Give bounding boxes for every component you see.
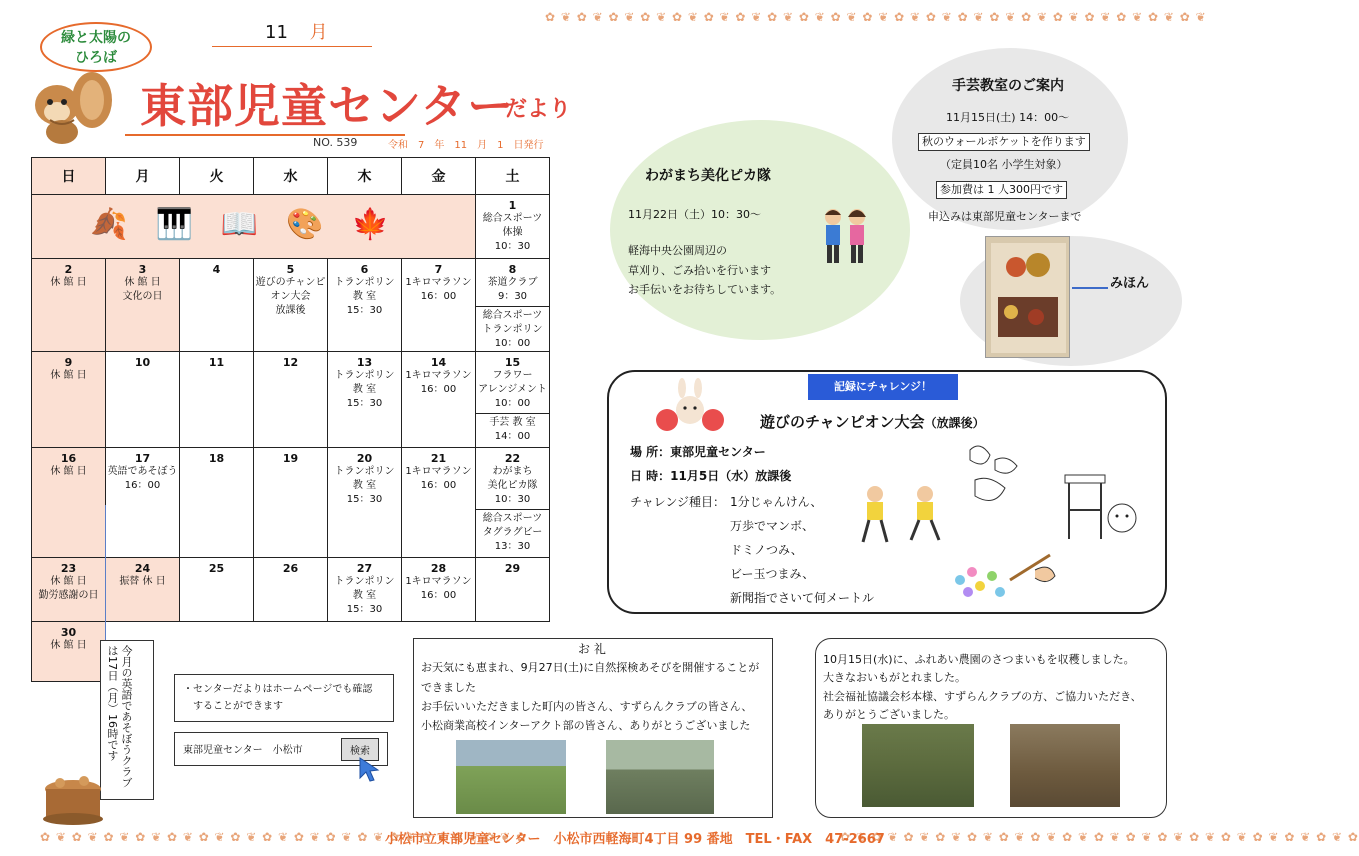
calendar-day-number: 8 [508, 263, 517, 276]
shugei-fee: 参加費は 1 人300円です [936, 181, 1067, 199]
calendar-event-text: 10：30 [494, 241, 531, 252]
weekday-sun: 日 [32, 158, 106, 195]
calendar-event-text: 教 室 [352, 384, 377, 395]
calendar-event-text: 15：30 [346, 305, 383, 316]
calendar-event-text: 教 室 [352, 590, 377, 601]
calendar-event-text: 放課後 [275, 305, 306, 316]
calendar-event-text: 総合スポーツ [482, 513, 543, 524]
weekday-wed: 水 [254, 158, 328, 195]
homepage-note-box [174, 674, 394, 722]
weekday-sat: 土 [476, 158, 550, 195]
calendar-day-cell [328, 448, 402, 558]
calendar-event-text: 1キロマラソン [405, 576, 472, 587]
sample-photo [985, 236, 1070, 358]
issue-date: 令和 7 年 11 月 1 日発行 [388, 140, 544, 151]
stump-icon [38, 775, 108, 825]
champion-title-text: 遊びのチャンピオン大会 [760, 413, 925, 431]
calendar-day-number: 10 [134, 356, 151, 369]
calendar-day-cell [106, 352, 180, 448]
calendar-event-text: トランポリン [334, 370, 395, 381]
harvest-line4: ありがとうございました。 [823, 708, 955, 721]
calendar-day-cell [32, 622, 106, 682]
calendar-event-text: 休 館 日 [50, 466, 87, 477]
calendar-day-number: 13 [356, 356, 373, 369]
english-note-text: 今月の英語であそぼうクラブは17日（月）16時です [106, 645, 133, 788]
calendar-day-cell [106, 558, 180, 622]
calendar-event-text: 英語であそぼう [107, 466, 178, 477]
english-note-arrow [105, 505, 106, 640]
header-rule [212, 46, 372, 47]
bika-date: 11月22日（土）10：30〜 [628, 208, 761, 221]
calendar-event-text: トランポリン [482, 324, 543, 335]
calendar-day-cell [254, 558, 328, 622]
calendar-sub-event [476, 509, 549, 554]
calendar-event-text: 10：00 [494, 338, 531, 349]
calendar-sub-event [476, 306, 549, 351]
calendar-event-text: トランポリン [334, 277, 395, 288]
calendar-event-text: フラワー [492, 370, 533, 381]
calendar-day-number: 25 [208, 562, 225, 575]
calendar-day-cell [402, 558, 476, 622]
calendar-day-number: 5 [286, 263, 295, 276]
champion-title [760, 414, 985, 431]
champion-event-1: 1分じゃんけん、 [730, 495, 823, 509]
champion-event-3: ドミノつみ、 [730, 543, 803, 557]
calendar-week-row [32, 195, 550, 259]
title-underline [125, 134, 405, 136]
calendar-day-number: 19 [282, 452, 299, 465]
calendar-event-text: 休 館 日 [50, 370, 87, 381]
badge-line1: 緑と太陽の [61, 30, 131, 46]
calendar-event-text: 15：30 [346, 398, 383, 409]
sample-label: みほん [1110, 276, 1150, 291]
calendar-day-number: 16 [60, 452, 77, 465]
harvest-line3: 社会福祉協議会杉本様、すずらんクラブの方、ご協力いただき、 [823, 690, 1142, 703]
calendar-day-number: 18 [208, 452, 225, 465]
champion-event-2: 万歩でマンボ、 [730, 519, 815, 533]
calendar-day-cell [180, 558, 254, 622]
issue-number: NO. 539 [313, 136, 358, 149]
calendar-day-number: 15 [504, 356, 521, 369]
harvest-line1: 10月15日(水)に、ふれあい農園のさつまいもを収穫しました。 [823, 653, 1135, 666]
bika-line3: お手伝いをお待ちしています。 [628, 283, 782, 296]
calendar-day-number: 7 [434, 263, 443, 276]
rabbit-icon [655, 378, 725, 438]
search-box [174, 732, 388, 766]
calendar-day-cell [402, 448, 476, 558]
page-title: 東部児童センター [140, 79, 515, 133]
calendar-day-number: 1 [508, 199, 517, 212]
calendar-event-text: 1キロマラソン [405, 466, 472, 477]
calendar-day-cell [328, 558, 402, 622]
calendar-event-text: トランポリン [334, 466, 395, 477]
calendar-event-text: 13：30 [494, 541, 531, 552]
squirrel-icon [22, 70, 112, 145]
calendar-event-text: 休 館 日 [50, 576, 87, 587]
calendar-day-number: 21 [430, 452, 447, 465]
calendar-event-text: 16：00 [420, 590, 457, 601]
badge-oval [40, 22, 152, 72]
shugei-make: 秋のウォールポケットを作ります [918, 133, 1090, 151]
calendar-day-number: 22 [504, 452, 521, 465]
calendar-event-text: 休 館 日 [50, 277, 87, 288]
calendar-day-number: 3 [138, 263, 147, 276]
calendar-week-row [32, 259, 550, 352]
calendar-day-cell [106, 448, 180, 558]
kids-jumping-icon [855, 482, 950, 557]
calendar-event-text: わがまち [492, 466, 533, 477]
calendar-event-text: 休 館 日 [124, 277, 161, 288]
weekday-mon: 月 [106, 158, 180, 195]
hands-icon [965, 440, 1025, 515]
bottom-leaf-border-right: ✿ ❦ ✿ ❦ ✿ ❦ ✿ ❦ ✿ ❦ ✿ ❦ ✿ ❦ ✿ ❦ ✿ ❦ ✿ ❦ ✿ ❦ ✿ ❦ ✿ ❦ ✿ ❦ ✿ ❦ ✿ ❦ ✿ [840, 830, 1359, 844]
english-note-box [100, 640, 154, 800]
champion-event-5: 新聞指でさいて何メートル [730, 591, 875, 605]
month-suffix: 月 [309, 22, 328, 43]
calendar-day-number: 2 [64, 263, 73, 276]
thanks-line2: できました [421, 681, 476, 694]
champion-event-4: ビー玉つまみ、 [730, 567, 815, 581]
calendar-event-text: 休 館 日 [50, 640, 87, 651]
calendar-event-text: 15：30 [346, 604, 383, 615]
calendar-event-text: 体操 [502, 227, 523, 238]
thanks-photo-2 [606, 740, 714, 814]
calendar-event-text: タグラグビー [482, 527, 543, 538]
shugei-apply: 申込みは東部児童センターまで [928, 210, 1082, 223]
shugei-capacity: （定員10名 小学生対象） [940, 158, 1068, 171]
calendar-event-text: 美化ピカ隊 [487, 480, 538, 491]
shugei-date: 11月15日(土) 14：00〜 [946, 111, 1070, 124]
harvest-line2: 大きなおいもがとれました。 [823, 671, 966, 684]
calendar-table [31, 157, 550, 682]
calendar-day-cell [254, 352, 328, 448]
champion-tag: 記録にチャレンジ！ [808, 374, 958, 400]
calendar-event-text: 1キロマラソン [405, 277, 472, 288]
champion-events-label: チャレンジ種目： [630, 495, 726, 509]
champion-place: 場 所：東部児童センター [630, 445, 766, 459]
calendar-event-text: 1キロマラソン [405, 370, 472, 381]
top-leaf-border: ✿ ❦ ✿ ❦ ✿ ❦ ✿ ❦ ✿ ❦ ✿ ❦ ✿ ❦ ✿ ❦ ✿ ❦ ✿ ❦ ✿ ❦ ✿ ❦ ✿ ❦ ✿ ❦ ✿ ❦ ✿ ❦ ✿ ❦ ✿ ❦ ✿ ❦ ✿ ❦ ✿ ❦ [545, 10, 1207, 24]
calendar-day-number: 29 [504, 562, 521, 575]
calendar-day-number: 17 [134, 452, 151, 465]
homepage-note-line2: することができます [183, 701, 283, 712]
champion-title-suffix: （放課後） [924, 416, 985, 430]
calendar-day-cell [32, 259, 106, 352]
bika-title: わがまち美化ピカ隊 [645, 168, 771, 184]
calendar-week-row [32, 448, 550, 558]
calendar-day-number: 6 [360, 263, 369, 276]
calendar-event-text: アレンジメント [478, 384, 547, 395]
child-face-icon [1100, 498, 1145, 538]
weekday-thu: 木 [328, 158, 402, 195]
calendar-event-text: オン大会 [270, 291, 311, 302]
bottom-leaf-border: ✿ ❦ ✿ ❦ ✿ ❦ ✿ ❦ ✿ ❦ ✿ ❦ ✿ ❦ ✿ ❦ ✿ ❦ ✿ ❦ ✿ ❦ ✿ ❦ ✿ ❦ ✿ ❦ ✿ ❦ ✿ [40, 830, 528, 844]
title-suffix: だより [505, 97, 572, 122]
homepage-note-line1: ・センターだよりはホームページでも確認 [183, 684, 373, 695]
calendar-event-text: 9：30 [497, 291, 528, 302]
thanks-line1: お天気にも恵まれ、9月27日(土)に自然探検あそびを開催することが [421, 661, 760, 674]
sample-arrow [1072, 287, 1108, 289]
calendar-day-cell [180, 259, 254, 352]
calendar-event-text: 16：00 [420, 384, 457, 395]
calendar-event-text: 文化の日 [122, 291, 163, 302]
calendar-day-cell [180, 448, 254, 558]
calendar-week-row [32, 352, 550, 448]
calendar-event-text: 教 室 [352, 291, 377, 302]
harvest-photo-1 [862, 724, 974, 807]
calendar-day-cell [32, 558, 106, 622]
calendar-event-text: 勤労感謝の日 [38, 590, 99, 601]
calendar-day-number: 4 [212, 263, 221, 276]
autumn-decor-icons: 🍂🎹📖🎨🍁 [90, 207, 417, 242]
calendar-day-number: 14 [430, 356, 447, 369]
calendar-day-number: 11 [208, 356, 225, 369]
calendar-week-row [32, 558, 550, 622]
calendar-day-cell [476, 259, 550, 352]
calendar-day-number: 30 [60, 626, 77, 639]
calendar-day-cell [254, 448, 328, 558]
month-label [265, 18, 328, 44]
calendar-event-text: 16：00 [420, 480, 457, 491]
calendar-day-cell [106, 259, 180, 352]
calendar-day-cell [32, 352, 106, 448]
calendar-event-text: 総合スポーツ [482, 213, 543, 224]
calendar-event-text: トランポリン [334, 576, 395, 587]
calendar-day-cell [402, 259, 476, 352]
cursor-arrow-icon [358, 756, 382, 782]
calendar-day-number: 26 [282, 562, 299, 575]
thanks-title: お 礼 [578, 642, 606, 656]
calendar-day-cell [32, 448, 106, 558]
footer-address: 小松市立東部児童センター 小松市西軽海町4丁目 99 番地 TEL・FAX 47-2667 [385, 832, 885, 847]
weekday-tue: 火 [180, 158, 254, 195]
calendar-event-text: 15：30 [346, 494, 383, 505]
calendar-day-cell [180, 352, 254, 448]
month-number: 11 [265, 22, 288, 43]
calendar-day-cell [476, 448, 550, 558]
calendar-day-cell [476, 352, 550, 448]
calendar-event-text: 振替 休 日 [119, 576, 166, 587]
search-label: 東部児童センター 小松市 [183, 745, 303, 756]
search-button[interactable]: 検索 [341, 738, 379, 761]
calendar-day-cell [328, 259, 402, 352]
calendar-empty-week-cell [32, 195, 476, 259]
bika-line1: 軽海中央公園周辺の [628, 244, 727, 257]
calendar-event-text: 14：00 [494, 431, 531, 442]
calendar-day-cell [476, 558, 550, 622]
calendar-day-number: 20 [356, 452, 373, 465]
calendar-event-text: 教 室 [352, 480, 377, 491]
harvest-photo-2 [1010, 724, 1120, 807]
weekday-header-row [32, 158, 550, 195]
calendar-day-number: 24 [134, 562, 151, 575]
calendar-day-number: 28 [430, 562, 447, 575]
weekday-fri: 金 [402, 158, 476, 195]
calendar-day-cell [402, 352, 476, 448]
wall-pocket-icon [986, 237, 1071, 359]
thanks-line4: 小松商業高校インターアクト部の皆さん、ありがとうございました [421, 719, 751, 732]
calendar-event-text: 手芸 教 室 [489, 417, 536, 428]
calendar-event-text: 16：00 [124, 480, 161, 491]
calendar-day-number: 12 [282, 356, 299, 369]
badge-line2: ひろば [75, 50, 117, 66]
calendar-day-number: 23 [60, 562, 77, 575]
calendar-day-cell [328, 352, 402, 448]
calendar-day-number: 27 [356, 562, 373, 575]
calendar-event-text: 遊びのチャンピ [255, 277, 326, 288]
thanks-photo-1 [456, 740, 566, 814]
calendar-day-number: 9 [64, 356, 73, 369]
champion-date: 日 時：11月5日（水）放課後 [630, 469, 792, 483]
calendar-sub-event [476, 413, 549, 444]
shugei-title: 手芸教室のご案内 [952, 78, 1064, 94]
bika-line2: 草刈り、ごみ拾いを行います [628, 264, 771, 277]
calendar-event-text: 10：30 [494, 494, 531, 505]
calendar-event-text: 総合スポーツ [482, 310, 543, 321]
calendar-event-text: 茶道クラブ [487, 277, 538, 288]
calendar-event-text: 16：00 [420, 291, 457, 302]
calendar-day-cell [254, 259, 328, 352]
calendar-day-cell [476, 195, 550, 259]
thanks-line3: お手伝いいただきました町内の皆さん、すずらんクラブの皆さん、 [421, 700, 753, 713]
marbles-icon [950, 550, 1060, 606]
calendar-event-text: 10：00 [494, 398, 531, 409]
children-icon [815, 205, 875, 270]
